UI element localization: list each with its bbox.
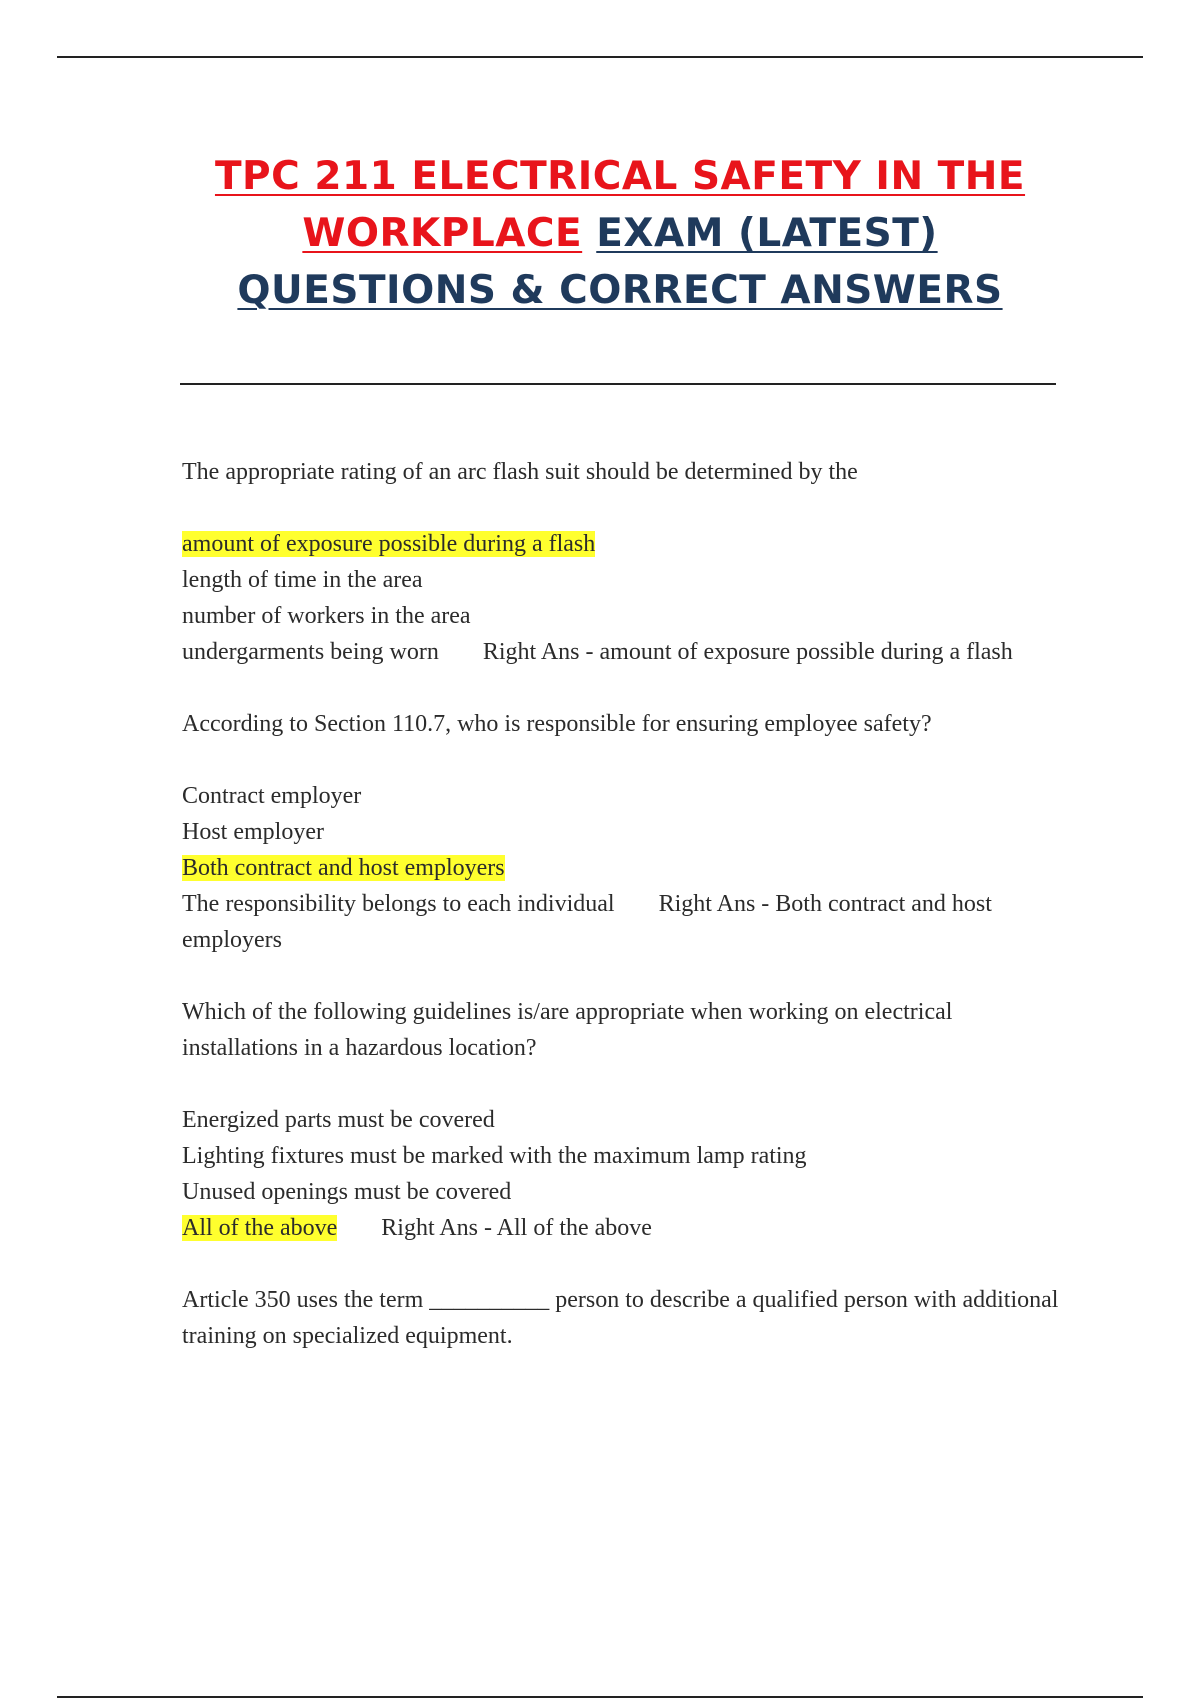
title-navy-part-2: QUESTIONS & CORRECT ANSWERS: [237, 268, 1003, 313]
top-rule: [57, 56, 1143, 58]
question-text: The appropriate rating of an arc flash suit should be determined by the: [182, 459, 858, 485]
option-item: Host employer: [182, 819, 324, 845]
question-text: According to Section 110.7, who is responsible for ensuring employee safety?: [182, 711, 932, 737]
option-item: Unused openings must be covered: [182, 1179, 512, 1205]
bottom-rule: [57, 1696, 1143, 1698]
question-block-2: [182, 706, 1062, 742]
option-with-answer: [182, 1210, 1062, 1246]
question-block-3: [182, 994, 1062, 1066]
question-block-4: [182, 1282, 1062, 1354]
right-answer: Right Ans - Both contract and host employers: [182, 891, 992, 953]
question-block-1: [182, 454, 1062, 490]
option-item: Lighting fixtures must be marked with the maximum lamp rating: [182, 1143, 807, 1169]
question-list: [182, 454, 1062, 1390]
option-with-answer: [182, 634, 1062, 670]
highlighted-answer: All of the above: [182, 1215, 338, 1241]
option-item: [182, 850, 1062, 886]
option-item: length of time in the area: [182, 567, 423, 593]
highlighted-answer: amount of exposure possible during a flash: [182, 531, 596, 557]
title-red-part: TPC 211 ELECTRICAL SAFETY IN THE WORKPLACE: [214, 154, 1026, 256]
question-text: Which of the following guidelines is/are appropriate when working on electrical installations in a hazardous location?: [182, 999, 953, 1061]
right-answer: Right Ans - All of the above: [381, 1215, 652, 1241]
option-with-answer: [182, 886, 1062, 958]
option-item: The responsibility belongs to each individual: [182, 891, 615, 917]
title-divider: [180, 383, 1056, 385]
option-item: Energized parts must be covered: [182, 1107, 495, 1133]
option-item: Contract employer: [182, 783, 362, 809]
options-block-3: [182, 1102, 1062, 1246]
document-title: [140, 148, 1100, 319]
title-navy-part-1: EXAM (LATEST): [596, 211, 938, 256]
question-text: Article 350 uses the term __________ person to describe a qualified person with additional training on specialized equipment.: [182, 1287, 1059, 1349]
option-item: number of workers in the area: [182, 603, 471, 629]
options-block-2: [182, 778, 1062, 958]
right-answer: Right Ans - amount of exposure possible during a flash: [482, 639, 1013, 665]
option-item: undergarments being worn: [182, 639, 439, 665]
option-item: [182, 526, 1062, 562]
highlighted-answer: Both contract and host employers: [182, 855, 505, 881]
options-block-1: [182, 526, 1062, 670]
